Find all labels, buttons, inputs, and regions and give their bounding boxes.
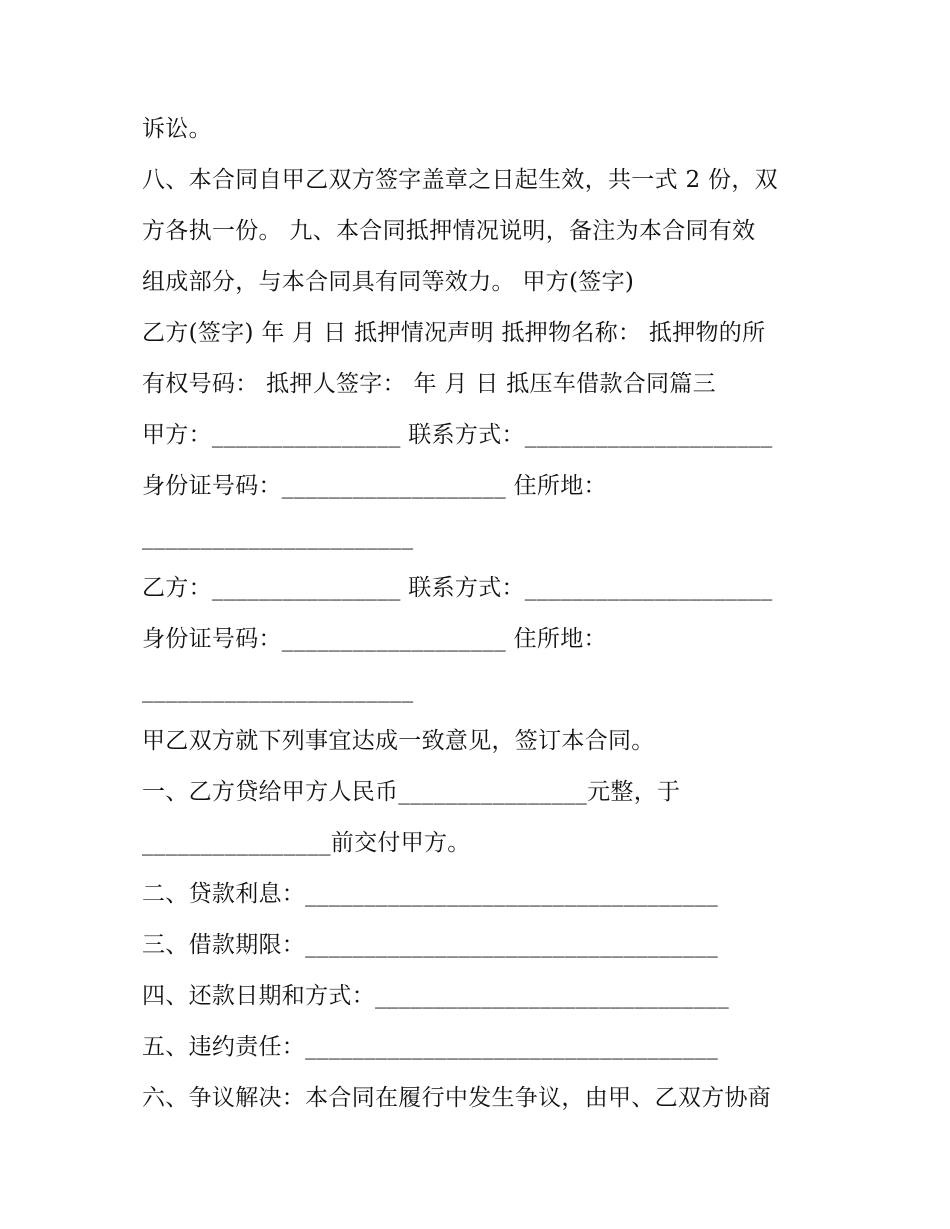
clause-1-line <box>142 767 822 818</box>
line-text: _______________________ <box>142 677 414 703</box>
party-a-address-blank <box>142 512 822 563</box>
party-b-address-blank <box>142 665 822 716</box>
text-line <box>142 716 822 767</box>
text-line <box>142 155 822 206</box>
line-text: 六、争议解决：本合同在履行中发生争议，由甲、乙双方协商 <box>142 1085 772 1111</box>
line-text: ________________前交付甲方。 <box>142 830 471 856</box>
line-text: 乙方：________________ 联系方式：_____________________ <box>142 575 773 601</box>
line-text: 组成部分，与本合同具有同等效力。 甲方(签字) <box>142 269 635 295</box>
line-text: 有权号码： 抵押人签字： 年 月 日 抵压车借款合同篇三 <box>142 371 716 397</box>
clause-2-line <box>142 869 822 920</box>
text-line <box>142 206 822 257</box>
line-text: 五、违约责任：___________________________________ <box>142 1034 719 1060</box>
line-text: 诉讼。 <box>142 116 212 142</box>
line-text: 八、本合同自甲乙双方签字盖章之日起生效，共一式 2 份，双 <box>142 167 778 193</box>
clause-3-line <box>142 920 822 971</box>
text-line <box>142 308 822 359</box>
clause-6-line <box>142 1073 822 1124</box>
document-page <box>142 104 822 1124</box>
line-text: 三、借款期限：___________________________________ <box>142 932 719 958</box>
line-text: 方各执一份。 九、本合同抵押情况说明，备注为本合同有效 <box>142 218 756 244</box>
line-text: 身份证号码：___________________ 住所地： <box>142 626 607 652</box>
line-text: 甲方：________________ 联系方式：_____________________ <box>142 422 773 448</box>
clause-5-line <box>142 1022 822 1073</box>
clause-1-continued <box>142 818 822 869</box>
party-b-id-line <box>142 614 822 665</box>
party-a-contact-line <box>142 410 822 461</box>
party-a-id-line <box>142 461 822 512</box>
party-b-contact-line <box>142 563 822 614</box>
line-text: 乙方(签字) 年 月 日 抵押情况声明 抵押物名称： 抵押物的所 <box>142 320 766 346</box>
text-line <box>142 359 822 410</box>
line-text: 甲乙双方就下列事宜达成一致意见，签订本合同。 <box>142 728 655 754</box>
line-text: _______________________ <box>142 524 414 550</box>
line-text: 二、贷款利息：___________________________________ <box>142 881 719 907</box>
text-line <box>142 257 822 308</box>
clause-4-line <box>142 971 822 1022</box>
line-text: 四、还款日期和方式：______________________________ <box>142 983 729 1009</box>
line-text: 一、乙方贷给甲方人民币________________元整，于 <box>142 779 681 805</box>
line-text: 身份证号码：___________________ 住所地： <box>142 473 607 499</box>
text-line <box>142 104 822 155</box>
